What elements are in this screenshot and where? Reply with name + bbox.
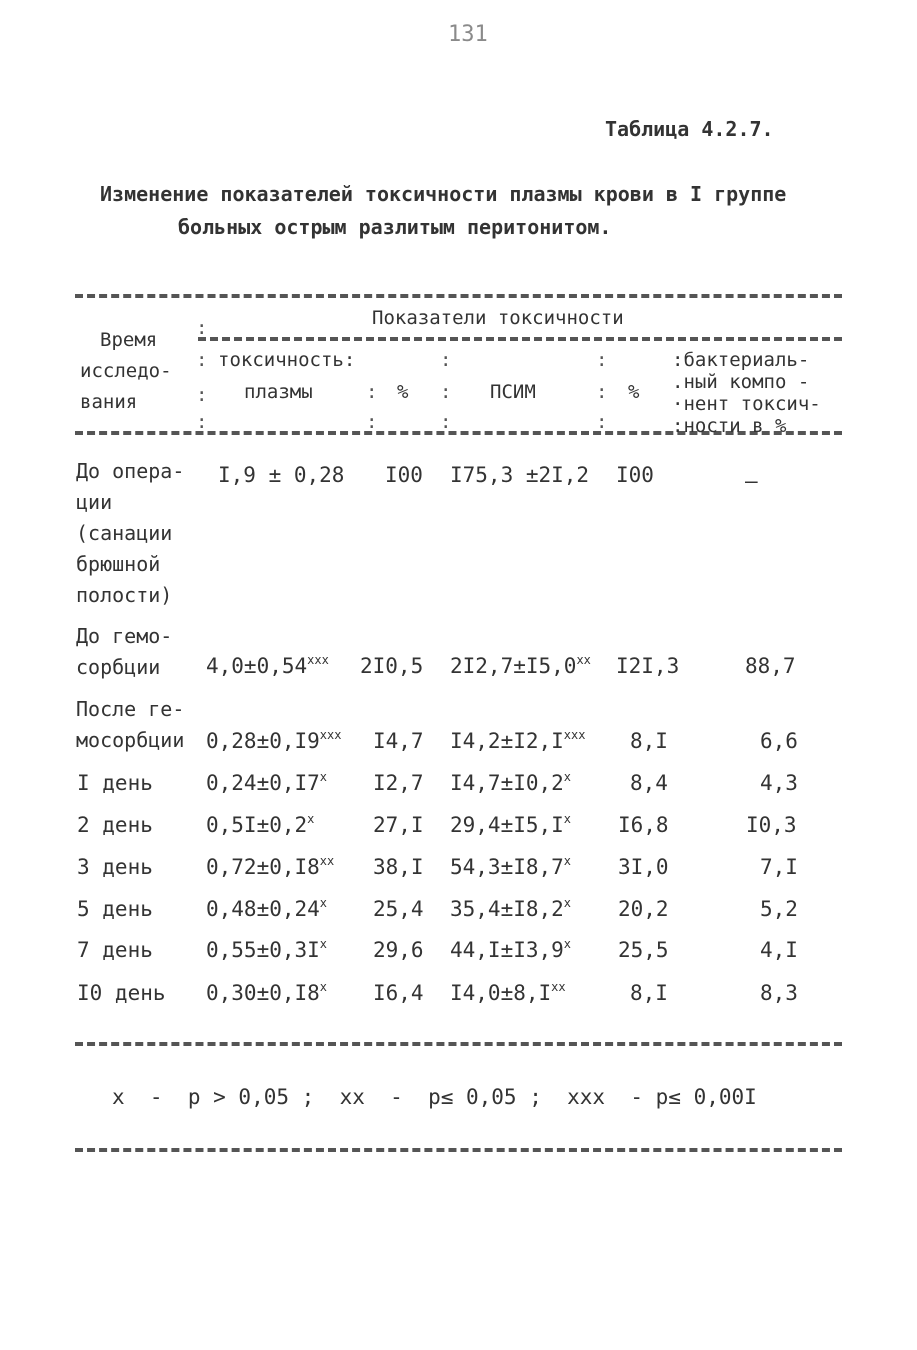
row-bacterial: 4,I xyxy=(760,938,798,962)
column-separator: : xyxy=(596,381,608,403)
row-bacterial: 8,3 xyxy=(760,981,798,1005)
row-psim: $29,4\pm I5,I^x$ xyxy=(450,812,572,837)
row-psim: I75,3 ±2I,2 xyxy=(450,463,590,487)
row-percent-2: I00 xyxy=(616,463,654,487)
header-percent-2: % xyxy=(628,381,640,403)
row-psim: $44,I\pm I3,9^x$ xyxy=(450,937,572,962)
row-time: 2 день xyxy=(77,813,153,837)
row-time: После ге- мосорбции xyxy=(76,697,185,752)
row-bacterial: — xyxy=(745,469,758,493)
column-separator: : xyxy=(440,381,452,403)
row-toxicity: $0,48\pm 0,24^x$ xyxy=(206,896,328,921)
column-separator: : xyxy=(596,411,608,433)
row-toxicity: $0,28\pm 0,I9^{xxx}$ xyxy=(206,728,342,753)
caption-line-1: Изменение показателей токсичности плазмы крови в I группе xyxy=(100,182,787,206)
caption-line-2: больных острым разлитым перитонитом. xyxy=(178,215,612,239)
header-group-title: Показатели токсичности xyxy=(372,307,624,329)
header-toxicity-line-1: токсичность: xyxy=(218,349,356,371)
row-psim: $35,4\pm I8,2^x$ xyxy=(450,896,572,921)
row-psim: $54,3\pm I8,7^x$ xyxy=(450,854,572,879)
row-time: До опера- ции (санации брюшной полости) xyxy=(76,459,185,607)
table-bottom-rule xyxy=(75,1042,842,1046)
row-toxicity: $0,5I\pm 0,2^x$ xyxy=(206,812,315,837)
row-percent-1: I4,7 xyxy=(373,729,424,753)
header-toxicity-line-2: плазмы xyxy=(244,381,313,403)
row-bacterial: 6,6 xyxy=(760,729,798,753)
row-time: 7 день xyxy=(77,938,153,962)
row-percent-1: 38,I xyxy=(373,855,424,879)
row-percent-2: 8,4 xyxy=(630,771,668,795)
header-bacterial-line-4: :ности в % xyxy=(672,415,787,437)
row-time: До гемо- сорбции xyxy=(76,624,173,679)
page-number: 131 xyxy=(448,22,488,47)
row-psim: $2I2,7\pm I5,0^{xx}$ xyxy=(450,653,591,678)
row-percent-1: I2,7 xyxy=(373,771,424,795)
header-bacterial-line-1: :бактериаль- xyxy=(672,349,810,371)
column-separator: : xyxy=(366,381,378,403)
column-separator: : xyxy=(196,384,208,406)
header-percent-1: % xyxy=(397,381,409,403)
header-bacterial-line-2: .ный компо - xyxy=(672,371,810,393)
row-bacterial: I0,3 xyxy=(746,813,797,837)
row-bacterial: 4,3 xyxy=(760,771,798,795)
column-separator: : xyxy=(596,349,608,371)
header-time-line-1: Время xyxy=(100,329,158,351)
row-bacterial: 88,7 xyxy=(745,654,796,678)
row-psim: $I4,7\pm I0,2^x$ xyxy=(450,770,572,795)
group-header-rule xyxy=(198,337,842,341)
row-time: I0 день xyxy=(77,981,166,1005)
header-psim: ПСИМ xyxy=(490,381,536,403)
row-percent-2: 8,I xyxy=(630,981,668,1005)
header-bacterial-line-3: ·нент токсич- xyxy=(672,393,821,415)
table-label: Таблица 4.2.7. xyxy=(605,117,774,141)
row-toxicity: $0,24\pm 0,I7^x$ xyxy=(206,770,328,795)
row-toxicity: $0,72\pm 0,I8^{xx}$ xyxy=(206,854,335,879)
row-toxicity: $4,0\pm 0,54^{xxx}$ xyxy=(206,653,329,678)
row-percent-1: 25,4 xyxy=(373,897,424,921)
row-percent-1: I6,4 xyxy=(373,981,424,1005)
table-caption xyxy=(100,178,786,244)
row-percent-2: 3I,0 xyxy=(618,855,669,879)
row-percent-2: 8,I xyxy=(630,729,668,753)
table-top-rule xyxy=(75,294,842,298)
row-time: 3 день xyxy=(77,855,153,879)
column-separator: : xyxy=(196,317,208,339)
row-percent-2: 25,5 xyxy=(618,938,669,962)
column-separator: : xyxy=(196,411,208,433)
row-psim: $I4,2\pm I2,I^{xxx}$ xyxy=(450,728,586,753)
column-separator: : xyxy=(440,349,452,371)
row-percent-2: I6,8 xyxy=(618,813,669,837)
row-toxicity: $0,30\pm 0,I8^x$ xyxy=(206,980,328,1005)
row-bacterial: 7,I xyxy=(760,855,798,879)
row-time: 5 день xyxy=(77,897,153,921)
column-separator: : xyxy=(366,411,378,433)
row-time: I день xyxy=(77,771,153,795)
row-percent-1: 27,I xyxy=(373,813,424,837)
footnote-rule xyxy=(75,1148,842,1152)
header-time-line-3: вания xyxy=(80,391,138,413)
row-toxicity: $0,55\pm 0,3I^x$ xyxy=(206,937,328,962)
row-percent-1: 2I0,5 xyxy=(360,654,424,678)
row-toxicity: I,9 ± 0,28 xyxy=(218,463,345,487)
header-time-line-2: исследо- xyxy=(80,360,172,382)
row-bacterial: 5,2 xyxy=(760,897,798,921)
row-percent-1: 29,6 xyxy=(373,938,424,962)
row-percent-2: I2I,3 xyxy=(616,654,680,678)
significance-footnote: x - p > 0,05 ; xx - p≤ 0,05 ; xxx - p≤ 0,00I xyxy=(112,1085,757,1109)
row-psim: $I4,0\pm 8,I^{xx}$ xyxy=(450,980,566,1005)
row-percent-1: I00 xyxy=(385,463,423,487)
column-separator: : xyxy=(440,411,452,433)
column-separator: : xyxy=(196,349,208,371)
row-percent-2: 20,2 xyxy=(618,897,669,921)
